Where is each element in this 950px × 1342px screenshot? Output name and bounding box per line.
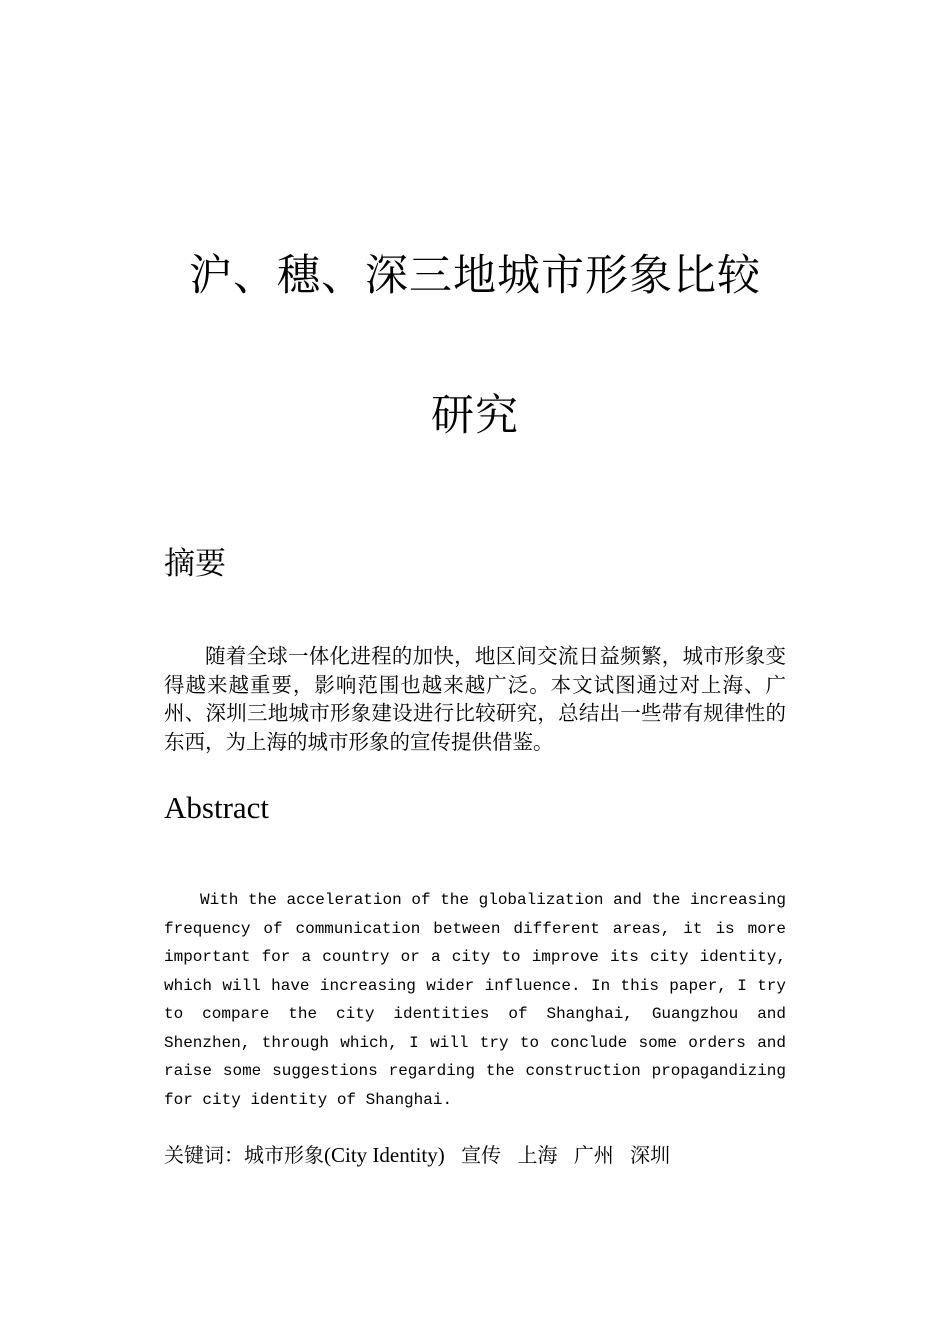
paper-title-line-2: 研究 [431, 391, 519, 441]
keywords-label: 关键词： [164, 1143, 244, 1167]
abstract-cn-heading: 摘要 [164, 546, 226, 582]
paper-title-line-1: 沪、穗、深三地城市形象比较 [189, 251, 761, 301]
keyword-city-identity-en: (City Identity) [324, 1143, 445, 1167]
keywords-line [164, 1140, 670, 1170]
abstract-cn-text: 随着全球一体化进程的加快，地区间交流日益频繁，城市形象变得越来越重要，影响范围也越来越广泛。本文试图通过对上海、广州、深圳三地城市形象建设进行比较研究，总结出一些带有规律性的东西，为上海的城市形象的宣传提供借鉴。 [164, 644, 786, 754]
keyword-guangzhou: 广州 [573, 1143, 614, 1167]
keyword-shenzhen: 深圳 [630, 1143, 671, 1167]
abstract-en-heading: Abstract [164, 790, 270, 825]
keyword-shanghai: 上海 [517, 1143, 558, 1167]
keyword-propaganda: 宣传 [461, 1143, 502, 1167]
abstract-en-text: With the acceleration of the globalization and the increasing frequency of communication between different areas, it is more important for a country or a city to improve its city identity, which will have increasing wider influence. In this paper, I try to compare the city identities of Shanghai, Guangzhou and Shenzhen, through which, I will try to conclude some orders and raise some suggestions regarding the construction propagandizing for city identity of Shanghai. [164, 891, 786, 1109]
keyword-city-identity-cn: 城市形象 [244, 1143, 324, 1167]
